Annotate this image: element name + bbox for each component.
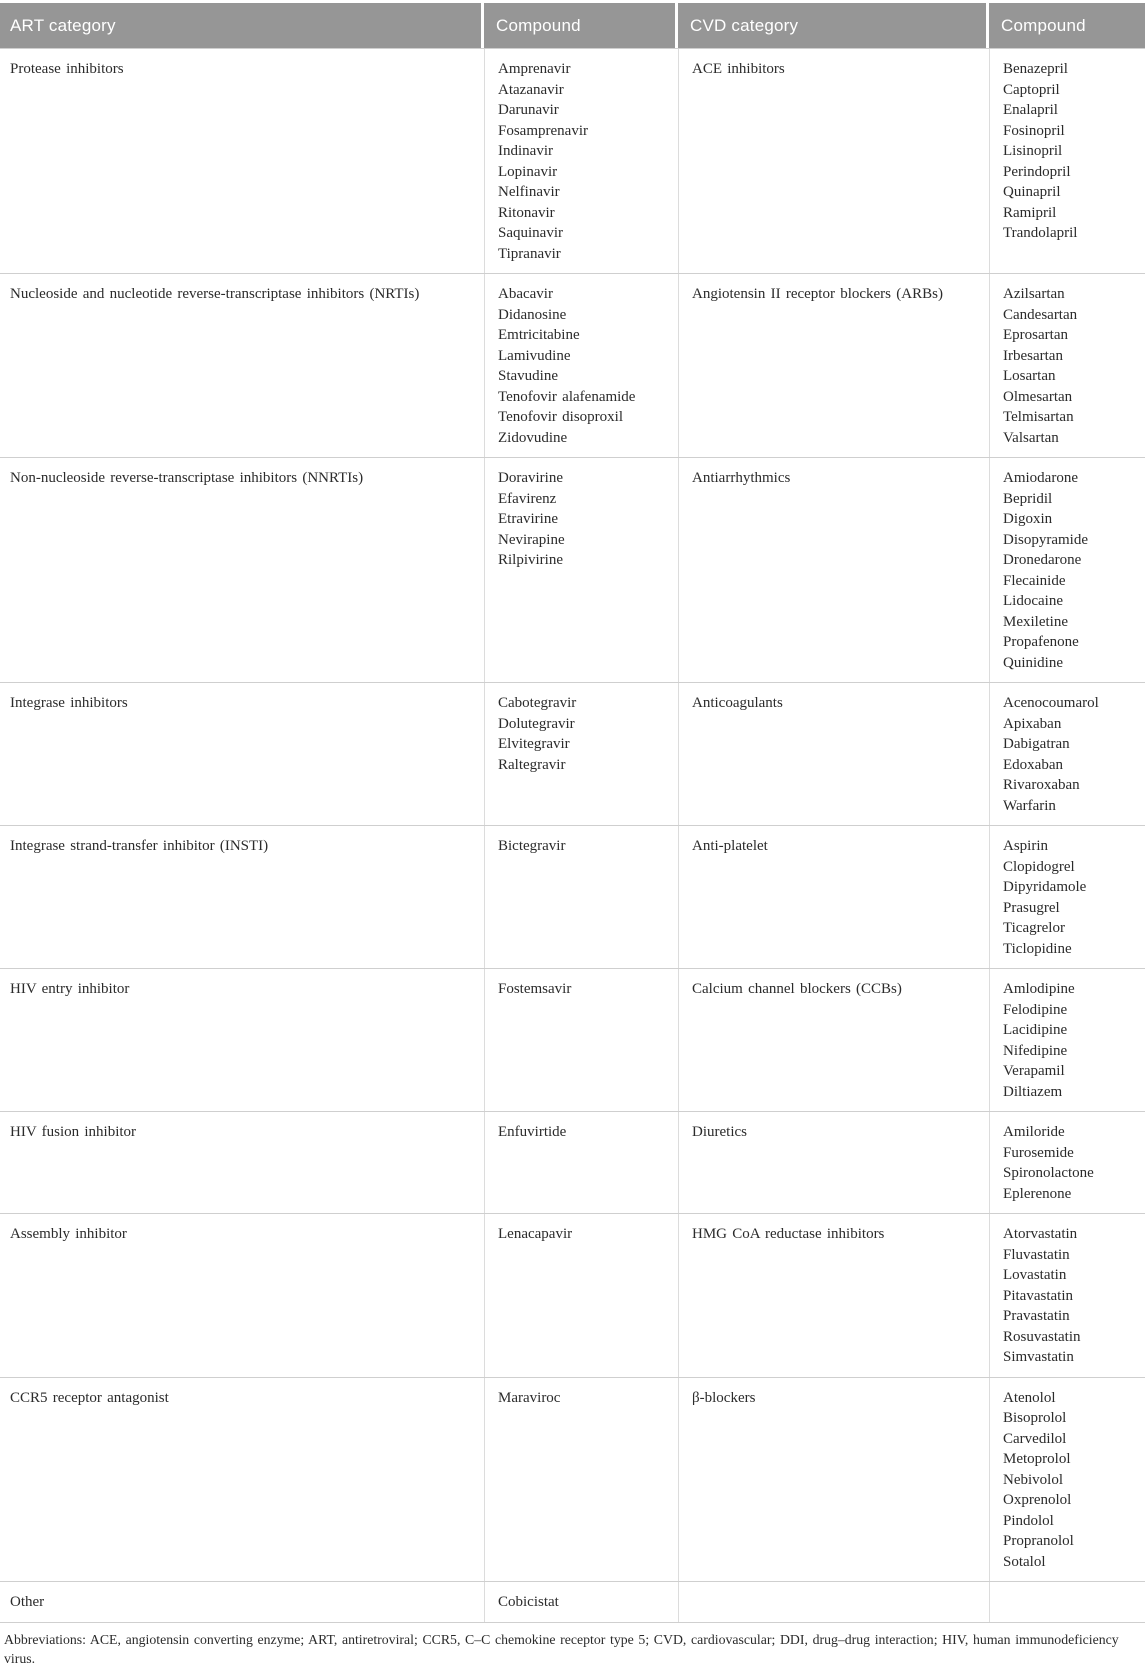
compound-item: Irbesartan — [1003, 347, 1063, 364]
cvd-compounds-cell — [989, 826, 1145, 968]
compound-item: Lisinopril — [1003, 143, 1063, 159]
compound-item: Eplerenone — [1003, 1185, 1072, 1202]
compound-item: Captopril — [1003, 81, 1060, 98]
compound-item: Nebivolol — [1003, 1471, 1063, 1488]
art-category-cell — [0, 458, 484, 682]
cvd-category-label: Anticoagulants — [692, 695, 783, 711]
compound-item: Sotalol — [1003, 1553, 1046, 1570]
cvd-category-label: Diuretics — [692, 1124, 747, 1140]
art-category-cell — [0, 1378, 484, 1582]
compound-item: Simvastatin — [1003, 1349, 1074, 1365]
cvd-category-cell — [678, 1582, 989, 1622]
cvd-category-label: Angiotensin II receptor blockers (ARBs) — [692, 286, 943, 302]
header-cvd-compound: Compound — [989, 3, 1145, 48]
compound-item: Amprenavir — [498, 61, 571, 77]
art-category-label: Other — [10, 1594, 45, 1610]
art-category-cell — [0, 274, 484, 457]
compound-item: Oxprenolol — [1003, 1492, 1072, 1508]
compound-item: Amiodarone — [1003, 470, 1078, 486]
table-row — [0, 1378, 1145, 1583]
art-category-cell — [0, 1582, 484, 1622]
table-header-row — [0, 3, 1145, 48]
cvd-category-label: HMG CoA reductase inhibitors — [692, 1226, 885, 1242]
compound-item: Zidovudine — [498, 429, 568, 446]
art-compounds-cell — [484, 826, 678, 968]
cvd-category-label: Anti-platelet — [692, 838, 768, 854]
compound-item: Efavirenz — [498, 490, 557, 507]
compound-item: Telmisartan — [1003, 409, 1074, 425]
compound-item: Felodipine — [1003, 1001, 1068, 1018]
art-category-label: Integrase inhibitors — [10, 695, 128, 711]
compound-item: Rilpivirine — [498, 552, 563, 568]
abbreviations-footnote: Abbreviations: ACE, angiotensin converting enzyme; ART, antiretroviral; CCR5, C–C chemokine receptor type 5; CVD, cardiovascular; DDI, drug–drug interaction; HIV, human immunodeficiency virus. — [4, 1631, 1119, 1666]
compound-item: Dolutegravir — [498, 715, 575, 732]
compound-item: Losartan — [1003, 368, 1056, 384]
cvd-category-label: ACE inhibitors — [692, 61, 785, 77]
compound-item: Darunavir — [498, 102, 559, 118]
compound-item: Clopidogrel — [1003, 858, 1075, 875]
cvd-category-cell — [678, 1112, 989, 1213]
art-compounds-cell — [484, 683, 678, 825]
cvd-compounds-cell — [989, 458, 1145, 682]
compound-item: Warfarin — [1003, 797, 1056, 814]
table-row — [0, 1214, 1145, 1378]
cvd-compounds-cell — [989, 1112, 1145, 1213]
compound-item: Valsartan — [1003, 429, 1059, 446]
compound-item: Perindopril — [1003, 163, 1071, 180]
table-row — [0, 1112, 1145, 1214]
cvd-category-cell — [678, 1214, 989, 1377]
compound-item: Nevirapine — [498, 531, 565, 548]
compound-item: Edoxaban — [1003, 756, 1063, 773]
compound-item: Quinapril — [1003, 184, 1061, 200]
compound-item: Elvitegravir — [498, 736, 570, 752]
art-category-cell — [0, 49, 484, 273]
compound-item: Propranolol — [1003, 1533, 1074, 1549]
compound-item: Dronedarone — [1003, 552, 1082, 568]
compound-item: Indinavir — [498, 143, 553, 159]
art-category-label: Assembly inhibitor — [10, 1226, 127, 1242]
compound-item: Lenacapavir — [498, 1226, 573, 1242]
compound-item: Amlodipine — [1003, 981, 1075, 997]
art-category-label: Non-nucleoside reverse-transcriptase inhibitors (NNRTIs) — [10, 470, 364, 486]
header-cvd-category: CVD category — [678, 3, 986, 48]
cvd-category-cell — [678, 826, 989, 968]
cvd-compounds-cell — [989, 1214, 1145, 1377]
compound-item: Propafenone — [1003, 634, 1079, 650]
cvd-compounds-cell — [989, 1582, 1145, 1622]
compound-item: Acenocoumarol — [1003, 695, 1099, 711]
cvd-category-label: Antiarrhythmics — [692, 470, 791, 486]
compound-item: Amiloride — [1003, 1124, 1065, 1140]
table-row — [0, 49, 1145, 274]
compound-item: Dipyridamole — [1003, 879, 1087, 895]
compound-item: Lamivudine — [498, 347, 571, 364]
cvd-category-label: Calcium channel blockers (CCBs) — [692, 981, 902, 997]
table-body — [0, 48, 1145, 1623]
art-category-label: CCR5 receptor antagonist — [10, 1389, 169, 1406]
art-compounds-cell — [484, 969, 678, 1111]
compound-item: Spironolactone — [1003, 1165, 1094, 1181]
compound-item: Mexiletine — [1003, 613, 1068, 630]
compound-item: Apixaban — [1003, 715, 1062, 732]
compound-item: Etravirine — [498, 511, 558, 527]
compound-item: Quinidine — [1003, 654, 1063, 671]
compound-item: Aspirin — [1003, 838, 1048, 854]
compound-item: Ticagrelor — [1003, 920, 1065, 936]
compound-item: Rivaroxaban — [1003, 777, 1080, 793]
compound-item: Pitavastatin — [1003, 1287, 1073, 1304]
compound-item: Digoxin — [1003, 511, 1053, 527]
table-row — [0, 1582, 1145, 1622]
art-compounds-cell — [484, 1214, 678, 1377]
art-compounds-cell — [484, 49, 678, 273]
compound-item: Enfuvirtide — [498, 1124, 567, 1140]
compound-item: Tipranavir — [498, 245, 561, 262]
art-category-cell — [0, 1214, 484, 1377]
art-category-cell — [0, 683, 484, 825]
art-category-label: HIV fusion inhibitor — [10, 1124, 137, 1140]
compound-item: Diltiazem — [1003, 1083, 1063, 1100]
cvd-compounds-cell — [989, 274, 1145, 457]
compound-item: Pravastatin — [1003, 1308, 1070, 1324]
compound-item: Saquinavir — [498, 225, 563, 241]
compound-item: Fostemsavir — [498, 981, 572, 997]
compound-item: Bepridil — [1003, 490, 1053, 507]
compound-item: Enalapril — [1003, 102, 1058, 118]
compound-item: Prasugrel — [1003, 899, 1060, 916]
compound-item: Metoprolol — [1003, 1451, 1071, 1467]
compound-item: Ticlopidine — [1003, 940, 1072, 957]
art-compounds-cell — [484, 1582, 678, 1622]
drug-table-figure — [0, 3, 1145, 1669]
cvd-category-cell — [678, 49, 989, 273]
art-category-cell — [0, 826, 484, 968]
compound-item: Fosinopril — [1003, 122, 1065, 139]
compound-item: Doravirine — [498, 470, 563, 486]
art-compounds-cell — [484, 1112, 678, 1213]
compound-item: Verapamil — [1003, 1063, 1065, 1079]
compound-item: Pindolol — [1003, 1512, 1054, 1529]
compound-item: Lacidipine — [1003, 1022, 1068, 1038]
compound-item: Raltegravir — [498, 756, 566, 773]
compound-item: Atenolol — [1003, 1389, 1056, 1406]
compound-item: Trandolapril — [1003, 225, 1078, 241]
compound-item: Emtricitabine — [498, 327, 580, 343]
art-category-label: Integrase strand-transfer inhibitor (INSTI) — [10, 838, 269, 854]
header-art-category: ART category — [0, 3, 481, 48]
cvd-category-cell — [678, 969, 989, 1111]
compound-item: Furosemide — [1003, 1144, 1074, 1161]
compound-item: Lidocaine — [1003, 593, 1063, 609]
compound-item: Nifedipine — [1003, 1042, 1068, 1059]
table-row — [0, 274, 1145, 458]
compound-item: Atazanavir — [498, 81, 564, 98]
table-row — [0, 969, 1145, 1112]
table-row — [0, 458, 1145, 683]
compound-item: Azilsartan — [1003, 286, 1065, 302]
compound-item: Carvedilol — [1003, 1430, 1067, 1447]
compound-item: Olmesartan — [1003, 388, 1073, 405]
table-row — [0, 683, 1145, 826]
compound-item: Cabotegravir — [498, 695, 577, 711]
compound-item: Lovastatin — [1003, 1267, 1067, 1283]
art-category-cell — [0, 969, 484, 1111]
compound-item: Didanosine — [498, 306, 567, 323]
compound-item: Flecainide — [1003, 572, 1066, 589]
table-row — [0, 826, 1145, 969]
compound-item: Atorvastatin — [1003, 1226, 1078, 1242]
art-category-label: Nucleoside and nucleotide reverse-transcriptase inhibitors (NRTIs) — [10, 286, 420, 302]
compound-item: Tenofovir alafenamide — [498, 388, 636, 405]
cvd-compounds-cell — [989, 1378, 1145, 1582]
compound-item: Benazepril — [1003, 61, 1068, 77]
cvd-compounds-cell — [989, 683, 1145, 825]
compound-item: Dabigatran — [1003, 736, 1070, 752]
compound-item: Stavudine — [498, 368, 558, 384]
art-compounds-cell — [484, 458, 678, 682]
compound-item: Abacavir — [498, 286, 553, 302]
compound-item: Bisoprolol — [1003, 1410, 1067, 1426]
compound-item: Ramipril — [1003, 204, 1057, 221]
compound-item: Fosamprenavir — [498, 122, 588, 139]
compound-item: Disopyramide — [1003, 531, 1088, 548]
art-compounds-cell — [484, 274, 678, 457]
art-compounds-cell — [484, 1378, 678, 1582]
compound-item: Rosuvastatin — [1003, 1328, 1081, 1345]
compound-item: Bictegravir — [498, 838, 566, 854]
compound-item: Candesartan — [1003, 306, 1078, 323]
art-category-label: Protease inhibitors — [10, 61, 124, 77]
compound-item: Cobicistat — [498, 1594, 559, 1610]
compound-item: Fluvastatin — [1003, 1246, 1070, 1263]
compound-item: Tenofovir disoproxil — [498, 409, 624, 425]
compound-item: Eprosartan — [1003, 327, 1068, 343]
cvd-compounds-cell — [989, 969, 1145, 1111]
art-category-cell — [0, 1112, 484, 1213]
art-category-label: HIV entry inhibitor — [10, 981, 130, 997]
cvd-category-label: β-blockers — [692, 1389, 756, 1406]
cvd-compounds-cell — [989, 49, 1145, 273]
compound-item: Ritonavir — [498, 204, 555, 221]
cvd-category-cell — [678, 458, 989, 682]
header-art-compound: Compound — [484, 3, 675, 48]
compound-item: Lopinavir — [498, 163, 558, 180]
cvd-category-cell — [678, 274, 989, 457]
compound-item: Maraviroc — [498, 1389, 561, 1406]
compound-item: Nelfinavir — [498, 184, 560, 200]
cvd-category-cell — [678, 683, 989, 825]
cvd-category-cell — [678, 1378, 989, 1582]
